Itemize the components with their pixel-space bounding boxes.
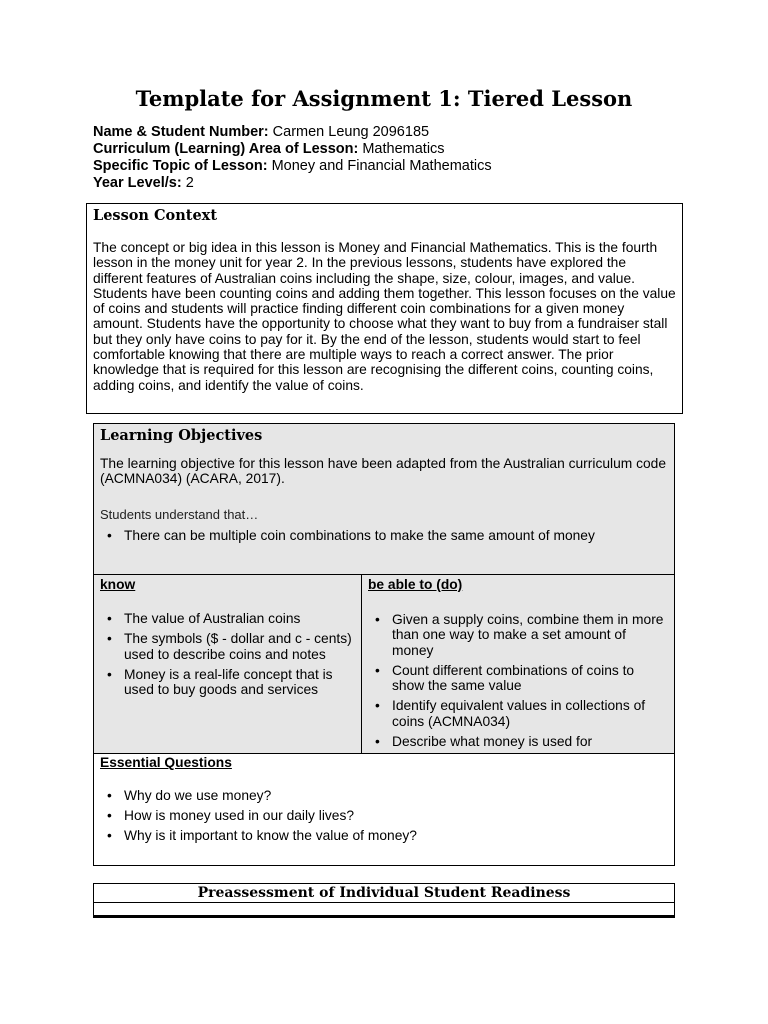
topic-value: Money and Financial Mathematics: [267, 158, 492, 174]
essential-questions-box: [93, 753, 675, 866]
know-heading: know: [100, 577, 136, 592]
name-label: Name & Student Number:: [93, 124, 269, 140]
do-heading: be able to (do): [368, 577, 463, 592]
list-item: • How is money used in our daily lives?: [100, 808, 668, 823]
page-title: Template for Assignment 1: Tiered Lesson: [135, 86, 633, 111]
topic-label: Specific Topic of Lesson:: [93, 158, 268, 174]
list-item: • Money is a real-life concept that is used to buy goods and services: [100, 667, 355, 698]
do-cell: [361, 574, 675, 754]
understand-list: [100, 528, 668, 543]
list-item: • Given a supply coins, combine them in more than one way to make a set amount of money: [368, 612, 668, 658]
know-list: [100, 611, 355, 697]
topic-line: [93, 158, 492, 175]
name-line: [93, 124, 492, 141]
know-cell: [93, 574, 362, 754]
learning-objectives-heading: Learning Objectives: [100, 427, 263, 444]
lesson-context-text: The concept or big idea in this lesson is Money and Financial Mathematics. This is the fourth lesson in the money unit for year 2. In the previous lessons, students have explored the different features of Australian coins including the shape, size, colour, images, and value. Students have been counting coins and adding them together. This lesson focuses on the value of coins and students will practice finding different coin combinations for a given money amount. Students have the opportunity to choose what they want to buy from a fundraiser stall but they only have coins to pay for it. By the end of the lesson, students would start to feel comfortable knowing that there are multiple ways to reach a correct answer. The prior knowledge that is required for this lesson are recognising the different coins, counting coins, adding coins, and identify the value of coins.: [93, 240, 676, 393]
list-item: • Why do we use money?: [100, 788, 668, 803]
list-item: • The symbols ($ - dollar and c - cents) used to describe coins and notes: [100, 631, 355, 662]
area-line: [93, 141, 492, 158]
list-item: • Count different combinations of coins to show the same value: [368, 663, 668, 694]
year-label: Year Level/s:: [93, 175, 182, 191]
students-understand-label: Students understand that…: [100, 506, 259, 522]
divider: [94, 915, 674, 917]
area-label: Curriculum (Learning) Area of Lesson:: [93, 141, 359, 157]
area-value: Mathematics: [358, 141, 445, 157]
year-line: [93, 175, 492, 192]
list-item: • The value of Australian coins: [100, 611, 355, 626]
list-item: • Identify equivalent values in collections of coins (ACMNA034): [368, 698, 668, 729]
preassessment-box: [93, 883, 675, 918]
list-item: • Why is it important to know the value of money?: [100, 828, 668, 843]
lesson-context-heading: Lesson Context: [93, 207, 218, 224]
list-item: • Describe what money is used for: [368, 734, 668, 749]
year-value: 2: [181, 175, 194, 191]
lesson-context-box: [86, 203, 683, 414]
preassessment-heading: Preassessment of Individual Student Readiness: [94, 884, 674, 903]
do-list: [368, 612, 668, 749]
list-item: • There can be multiple coin combinations to make the same amount of money: [100, 528, 668, 543]
essential-questions-heading: Essential Questions: [100, 755, 232, 770]
learning-objectives-box: [93, 423, 675, 575]
student-details: [93, 124, 492, 192]
name-value: Carmen Leung 2096185: [268, 124, 430, 140]
essential-questions-list: [100, 788, 668, 843]
learning-objectives-text: The learning objective for this lesson have been adapted from the Australian curriculum code (ACMNA034) (ACARA, 2017).: [100, 456, 666, 487]
